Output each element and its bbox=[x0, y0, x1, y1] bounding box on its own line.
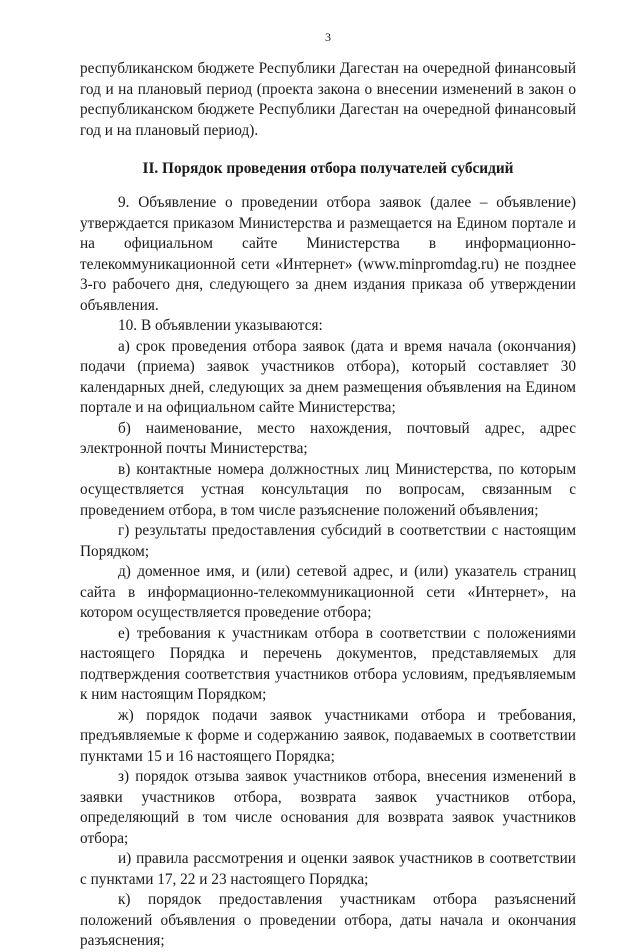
item-v: в) контактные номера должностных лиц Министерства, по которым осуществляется устная консультация по вопросам, связанным с проведением отбора, в том числе разъяснение положений объявления; bbox=[80, 460, 576, 519]
item-zh: ж) порядок подачи заявок участниками отбора и требования, предъявляемые к форме и содержанию заявок, подаваемых в соответствии пунктами 15 и 16 настоящего Порядка; bbox=[80, 706, 576, 765]
item-g: г) результаты предоставления субсидий в соответствии с настоящим Порядком; bbox=[80, 522, 576, 560]
item-i: и) правила рассмотрения и оценки заявок участников в соответствии с пунктами 17, 22 и 23 настоящего Порядка; bbox=[80, 850, 576, 888]
section-heading: II. Порядок проведения отбора получателей субсидий bbox=[142, 160, 514, 177]
item-z: з) порядок отзыва заявок участников отбора, внесения изменений в заявки участников отбора, возврата заявок участников отбора, определяющий в том числе основания для возврата заявок участников отбора; bbox=[80, 768, 576, 847]
page-number: 3 bbox=[325, 30, 331, 44]
item-e: е) требования к участникам отбора в соответствии с положениями настоящего Порядка и перечень документов, представляемых для подтверждения соответствия участников отбора условиям, предъявляемым к ним настоящим Порядком; bbox=[80, 624, 576, 703]
paragraph-9: 9. Объявление о проведении отбора заявок (далее – объявление) утверждается приказом Министерства и размещается на Едином портале и на официальном сайте Министерства в информационно-телекоммуникационной сети «Интернет» (www.minpromdag.ru) не позднее 3-го рабочего дня, следующего за днем издания приказа об утверждении объявления. bbox=[80, 194, 576, 314]
item-a: а) срок проведения отбора заявок (дата и время начала (окончания) подачи (приема) заявок участников отбора), который составляет 30 календарных дней, следующих за днем размещения объявления на Едином портале и на официальном сайте Министерства; bbox=[80, 337, 576, 416]
item-d: д) доменное имя, и (или) сетевой адрес, и (или) указатель страниц сайта в информационно-телекоммуникационной сети «Интернет», на котором осуществляется проведение отбора; bbox=[80, 563, 576, 621]
item-k: к) порядок предоставления участникам отбора разъяснений положений объявления о проведении отбора, даты начала и окончания разъяснения; bbox=[80, 891, 576, 949]
item-b: б) наименование, место нахождения, почтовый адрес, адрес электронной почты Министерства; bbox=[80, 419, 576, 457]
paragraph-10: 10. В объявлении указываются: bbox=[118, 317, 323, 334]
intro-paragraph: республиканском бюджете Республики Дагестан на очередной финансовый год и на плановый период (проекта закона о внесении изменений в закон о республиканском бюджете Республики Дагестан на очередной финансовый год и на плановый период). bbox=[80, 60, 576, 139]
